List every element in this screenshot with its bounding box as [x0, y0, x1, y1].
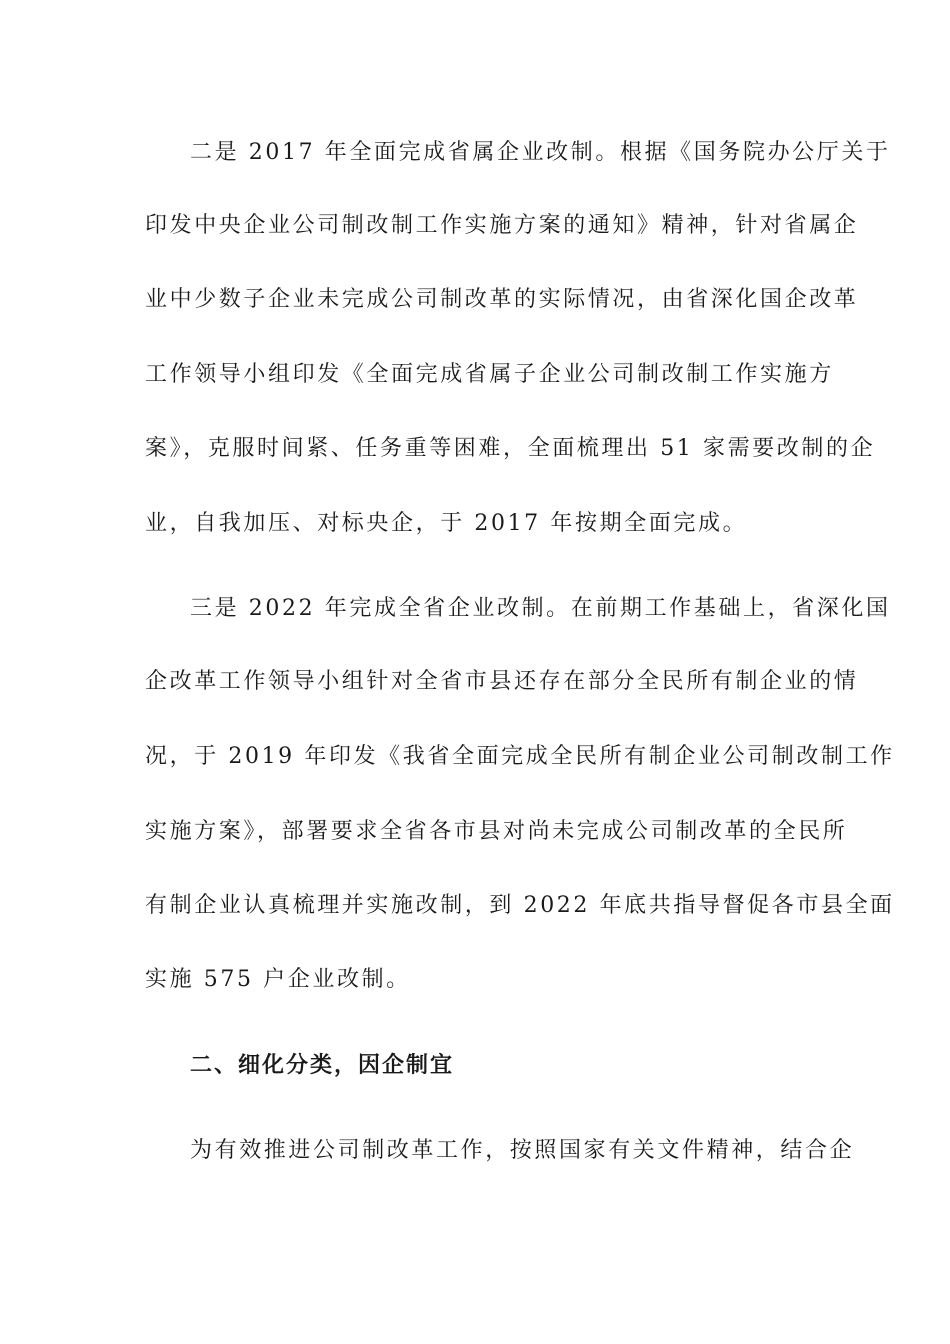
section-heading: 二、细化分类，因企制宜 [190, 1053, 455, 1078]
paragraph-1-line-1: 二是 2017 年全面完成省属企业改制。根据《国务院办公厅关于 [190, 140, 891, 165]
paragraph-1-line-5: 案》，克服时间紧、任务重等困难，全面梳理出 51 家需要改制的企 [145, 436, 876, 461]
paragraph-2-line-5: 有制企业认真梳理并实施改制，到 2022 年底共指导督促各市县全面 [145, 893, 895, 918]
paragraph-2-line-6: 实施 575 户企业改制。 [145, 967, 411, 992]
paragraph-1-line-4: 工作领导小组印发《全面完成省属子企业公司制改制工作实施方 [145, 362, 834, 387]
paragraph-2-line-1: 三是 2022 年完成全省企业改制。在前期工作基础上，省深化国 [190, 596, 891, 621]
paragraph-2-line-3: 况，于 2019 年印发《我省全面完成全民所有制企业公司制改制工作 [145, 744, 895, 769]
paragraph-3-line-1: 为有效推进公司制改革工作，按照国家有关文件精神，结合企 [190, 1138, 855, 1163]
paragraph-1-line-2: 印发中央企业公司制改制工作实施方案的通知》精神，针对省属企 [145, 213, 859, 238]
paragraph-2-line-2: 企改革工作领导小组针对全省市县还存在部分全民所有制企业的情 [145, 669, 859, 694]
paragraph-1-line-6: 业，自我加压、对标央企，于 2017 年按期全面完成。 [145, 511, 748, 536]
paragraph-2-line-4: 实施方案》，部署要求全省各市县对尚未完成公司制改革的全民所 [145, 819, 848, 844]
paragraph-1-line-3: 业中少数子企业未完成公司制改革的实际情况，由省深化国企改革 [145, 287, 859, 312]
